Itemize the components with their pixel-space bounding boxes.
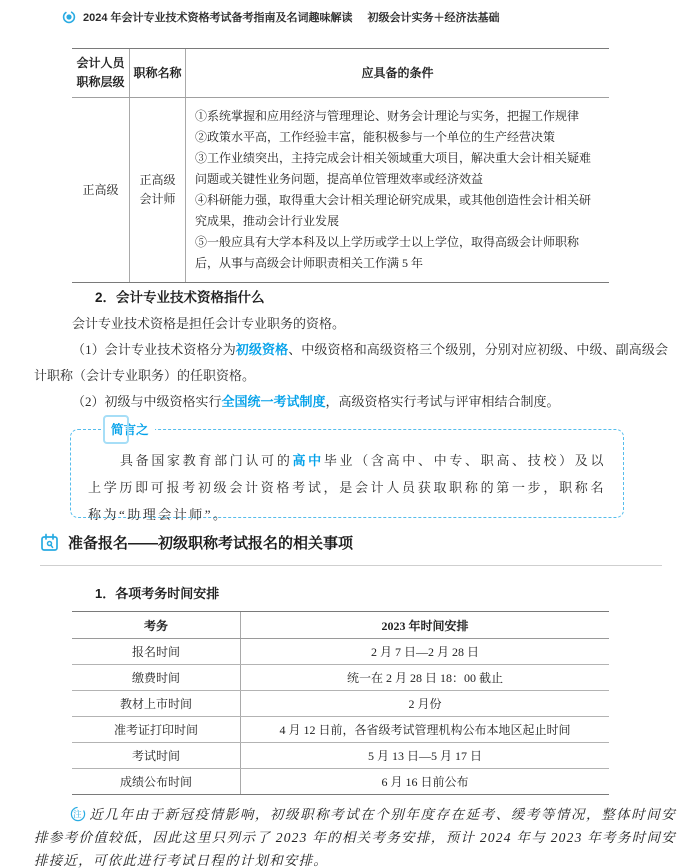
svg-text:注: 注 (73, 809, 83, 819)
header-cell-level: 会计人员 职称层级 (76, 56, 125, 89)
section-divider (40, 565, 662, 566)
schedule-header-task: 考务 (143, 618, 168, 633)
header-subtitle: 初级会计实务＋经济法基础 (367, 12, 500, 24)
section-heading-3-text: 准备报名——初级职称考试报名的相关事项 (68, 535, 354, 552)
schedule-row: 考试时间 5 月 13 日—5 月 17 日 (72, 743, 609, 769)
schedule-row: 成绩公布时间 6 月 16 日前公布 (72, 769, 609, 794)
summary-box (70, 423, 624, 522)
qualification-table (72, 48, 609, 283)
table-row (72, 98, 609, 282)
schedule-header-time: 2023 年时间安排 (240, 612, 609, 638)
cell-conditions (185, 98, 609, 282)
condition-item: ④科研能力强，取得重大会计相关理论研究成果，或其他创造性会计相关研究成果，推动会计行业发展 (195, 193, 592, 228)
schedule-row: 缴费时间 统一在 2 月 28 日 18：00 截止 (72, 665, 609, 691)
calendar-hand-icon (40, 533, 59, 552)
header-cell-conditions: 应具备的条件 (185, 49, 609, 97)
note-paragraph (34, 803, 676, 868)
highlight-junior-qualification: 初级资格 (235, 342, 289, 357)
header-cell-title: 职称名称 (129, 49, 185, 97)
schedule-row: 报名时间 2 月 7 日—2 月 28 日 (72, 639, 609, 665)
cell-level: 正高级 (82, 182, 119, 197)
header-title: 2024 年会计专业技术资格考试备考指南及名词趣味解读 (83, 12, 353, 24)
schedule-header-row (72, 612, 609, 639)
cell-title: 正高级 会计师 (129, 98, 185, 282)
highlight-highschool: 高中 (292, 453, 324, 468)
paragraph-2: （1）会计专业技术资格分为初级资格、中级资格和高级资格三个级别，分别对应初级、中级、副高级会计职称（会计专业职务）的任职资格。 (34, 342, 668, 383)
paragraph-3: （2）初级与中级资格实行全国统一考试制度，高级资格实行考试与评审相结合制度。 (72, 394, 560, 409)
highlight-national-exam: 全国统一考试制度 (221, 394, 326, 409)
condition-item: ①系统掌握和应用经济与管理理论、财务会计理论与实务，把握工作规律 (195, 109, 580, 123)
table-header-row (72, 49, 609, 98)
summary-box-text: 具备国家教育部门认可的高中毕业（含高中、中专、职高、技校）及以上学历即可报考初级会计资格考试，是会计人员获取职称的第一步，职称名称为“助理会计师”。 (88, 453, 606, 522)
condition-item: ②政策水平高，工作经验丰富，能积极参与一个单位的生产经营决策 (195, 130, 556, 144)
paragraph-1: 会计专业技术资格是担任会计专业职务的资格。 (72, 316, 346, 331)
page-header (62, 9, 500, 25)
condition-item: ⑤一般应具有大学本科及以上学历或学士以上学位，取得高级会计师职称后，从事与高级会计师职责相关工作满 5 年 (195, 235, 580, 270)
note-icon (70, 806, 86, 822)
schedule-row: 准考证打印时间 4 月 12 日前，各省级考试管理机构公布本地区起止时间 (72, 717, 609, 743)
summary-box-label: 简言之 (105, 420, 155, 438)
sub-heading-1: 1．各项考务时间安排 (95, 586, 220, 601)
schedule-table (72, 611, 609, 795)
schedule-row: 教材上市时间 2 月份 (72, 691, 609, 717)
book-logo-icon (62, 10, 76, 24)
condition-item: ③工作业绩突出，主持完成会计相关领域重大项目，解决重大会计相关疑难问题或关键性业务问题，提高单位管理效率或经济效益 (195, 151, 592, 186)
note-text: 近几年由于新冠疫情影响，初级职称考试在个别年度存在延考、缓考等情况，整体时间安排参考价值较低，因此这里只列示了 2023 年的相关考务安排，预计 2024 年与 2023 年考务时间安排接近，可依此进行考试日程的计划和安排。 (34, 807, 676, 868)
section-heading-2: 2．会计专业技术资格指什么 (95, 290, 265, 305)
section-heading-3 (40, 532, 353, 553)
